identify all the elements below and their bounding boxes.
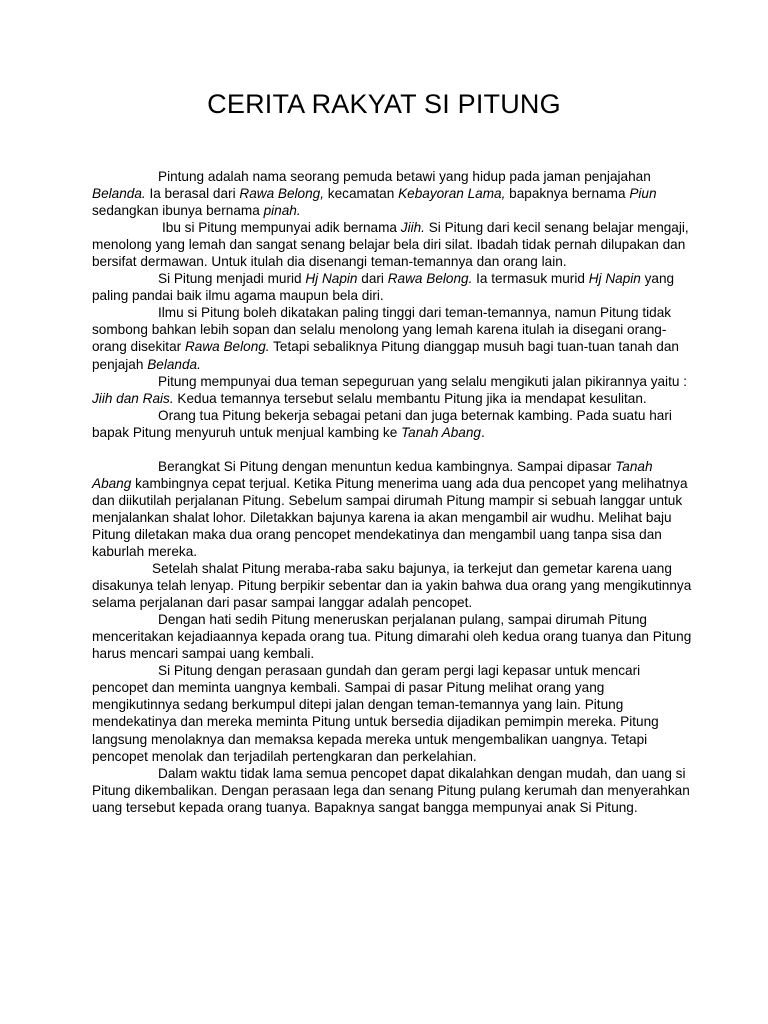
italic-text-run: Jiih. bbox=[400, 220, 425, 236]
italic-text-run: Rawa Belong. bbox=[184, 339, 270, 355]
text-run: . bbox=[480, 424, 485, 440]
paragraph-6 bbox=[92, 407, 692, 441]
text-run: kecamatan bbox=[324, 186, 399, 202]
paragraph-7 bbox=[92, 458, 692, 560]
text-run: Pitung mempunyai dua teman sepeguruan yang selalu mengikuti jalan pikirannya yaitu : bbox=[158, 373, 687, 389]
italic-text-run: Tanah Abang bbox=[401, 424, 481, 440]
paragraph-10 bbox=[92, 662, 692, 764]
text-run: Ia termasuk murid bbox=[472, 271, 589, 287]
text-run: bapaknya bernama bbox=[505, 186, 630, 202]
italic-text-run: Jiih dan Rais. bbox=[92, 390, 174, 406]
story-body bbox=[92, 168, 692, 816]
text-run: yang paling pandai baik ilmu agama maupun bela diri. bbox=[92, 271, 675, 304]
page-title: CERITA RAKYAT SI PITUNG bbox=[207, 89, 561, 119]
italic-text-run: Hj Napin bbox=[305, 271, 358, 287]
text-run: Kedua temannya tersebut selalu membantu Pitung jika ia mendapat kesulitan. bbox=[173, 390, 647, 406]
paragraph-1 bbox=[92, 168, 692, 219]
text-run: Setelah shalat Pitung meraba-raba saku bajunya, ia terkejut dan gemetar karena uang disakunya telah lenyap. Pitung berpikir sebentar dan ia yakin bahwa dua orang yang mengikutinnya selama perjalanan dari pasar sampai langgar adalah pencopet. bbox=[92, 561, 692, 611]
italic-text-run: Rawa Belong, bbox=[239, 186, 325, 202]
text-run: Ia berasal dari bbox=[145, 186, 240, 202]
text-run: Dengan hati sedih Pitung meneruskan perjalanan pulang, sampai dirumah Pitung menceritakan kejadiaannya kepada orang tua. Pitung dimarahi oleh kedua orang tuanya dan Pitung harus mencari sampai uang kembali. bbox=[92, 612, 692, 662]
text-run: Orang tua Pitung bekerja sebagai petani dan juga beternak kambing. Pada suatu hari bapak Pitung menyuruh untuk menjual kambing ke bbox=[92, 407, 672, 440]
italic-text-run: Rawa Belong. bbox=[387, 271, 473, 287]
text-run: sedangkan ibunya bernama bbox=[92, 203, 264, 219]
text-run: Si Pitung dengan perasaan gundah dan geram pergi lagi kepasar untuk mencari pencopet dan meminta uangnya kembali. Sampai di pasar Pitung melihat orang yang mengikutinnya sedang berkumpul ditepi jalan dengan teman-temannya yang lain. Pitung mendekatinya dan mereka meminta Pitung untuk bersedia dijadikan pemimpin mereka. Pitung langsung menolaknya dan memaksa kepada mereka untuk mengembalikan uangnya. Tetapi pencopet menolak dan terjadilah pertengkaran dan perkelahian. bbox=[92, 663, 659, 764]
text-run: Pintung adalah nama seorang pemuda betawi yang hidup pada jaman penjajahan bbox=[158, 169, 651, 184]
paragraph-11 bbox=[92, 765, 692, 816]
text-run: Ibu si Pitung mempunyai adik bernama bbox=[162, 220, 401, 236]
italic-text-run: Kebayoran Lama, bbox=[398, 186, 506, 202]
text-run: Dalam waktu tidak lama semua pencopet dapat dikalahkan dengan mudah, dan uang si Pitung dikembalikan. Dengan perasaan lega dan senang Pitung pulang kerumah dan menyerahkan uang tersebut kepada orang tuanya. Bapaknya sangat bangga mempunyai anak Si Pitung. bbox=[92, 765, 690, 815]
text-run: kambingnya cepat terjual. Ketika Pitung menerima uang ada dua pencopet yang melihatnya dan diikutilah perjalanan Pitung. Sebelum sampai dirumah Pitung mampir si sebuah langgar untuk menjalankan shalat lohor. Diletakkan bajunya karena ia akan mengambil air wudhu. Melihat baju Pitung diletakan maka dua orang pencopet mendekatinya dan mengambil uang tanpa sisa dan kaburlah mereka. bbox=[92, 475, 688, 559]
italic-text-run: Belanda. bbox=[92, 186, 146, 202]
italic-text-run: pinah. bbox=[263, 203, 301, 219]
text-run: Ilmu si Pitung boleh dikatakan paling tinggi dari teman-temannya, namun Pitung tidak sombong bahkan lebih sopan dan selalu menolong yang lemah karena itulah ia disegani orang-orang disekitar bbox=[92, 305, 672, 355]
italic-text-run: Piun bbox=[629, 186, 657, 202]
italic-text-run: Hj Napin bbox=[588, 271, 641, 287]
paragraph-4 bbox=[92, 304, 692, 372]
paragraph-3 bbox=[92, 270, 692, 304]
paragraph-5 bbox=[92, 373, 692, 407]
text-run: Si Pitung menjadi murid bbox=[158, 271, 306, 287]
italic-text-run: Tanah Abang bbox=[92, 458, 653, 491]
text-run: Tetapi sebaliknya Pitung dianggap musuh bagi tuan-tuan tanah dan penjajah bbox=[92, 339, 679, 372]
italic-text-run: Belanda. bbox=[147, 356, 201, 372]
paragraph-8 bbox=[92, 560, 692, 611]
text-run: Berangkat Si Pitung dengan menuntun kedua kambingnya. Sampai dipasar bbox=[158, 458, 616, 474]
text-run: dari bbox=[357, 271, 388, 287]
text-run: Si Pitung dari kecil senang belajar mengaji, menolong yang lemah dan sangat senang belajar bela diri silat. Ibadah tidak pernah dilupakan dan bersifat dermawan. Untuk itulah dia disenangi teman-temannya dan orang lain. bbox=[92, 220, 689, 270]
paragraph-2 bbox=[92, 219, 692, 270]
paragraph-9 bbox=[92, 611, 692, 662]
